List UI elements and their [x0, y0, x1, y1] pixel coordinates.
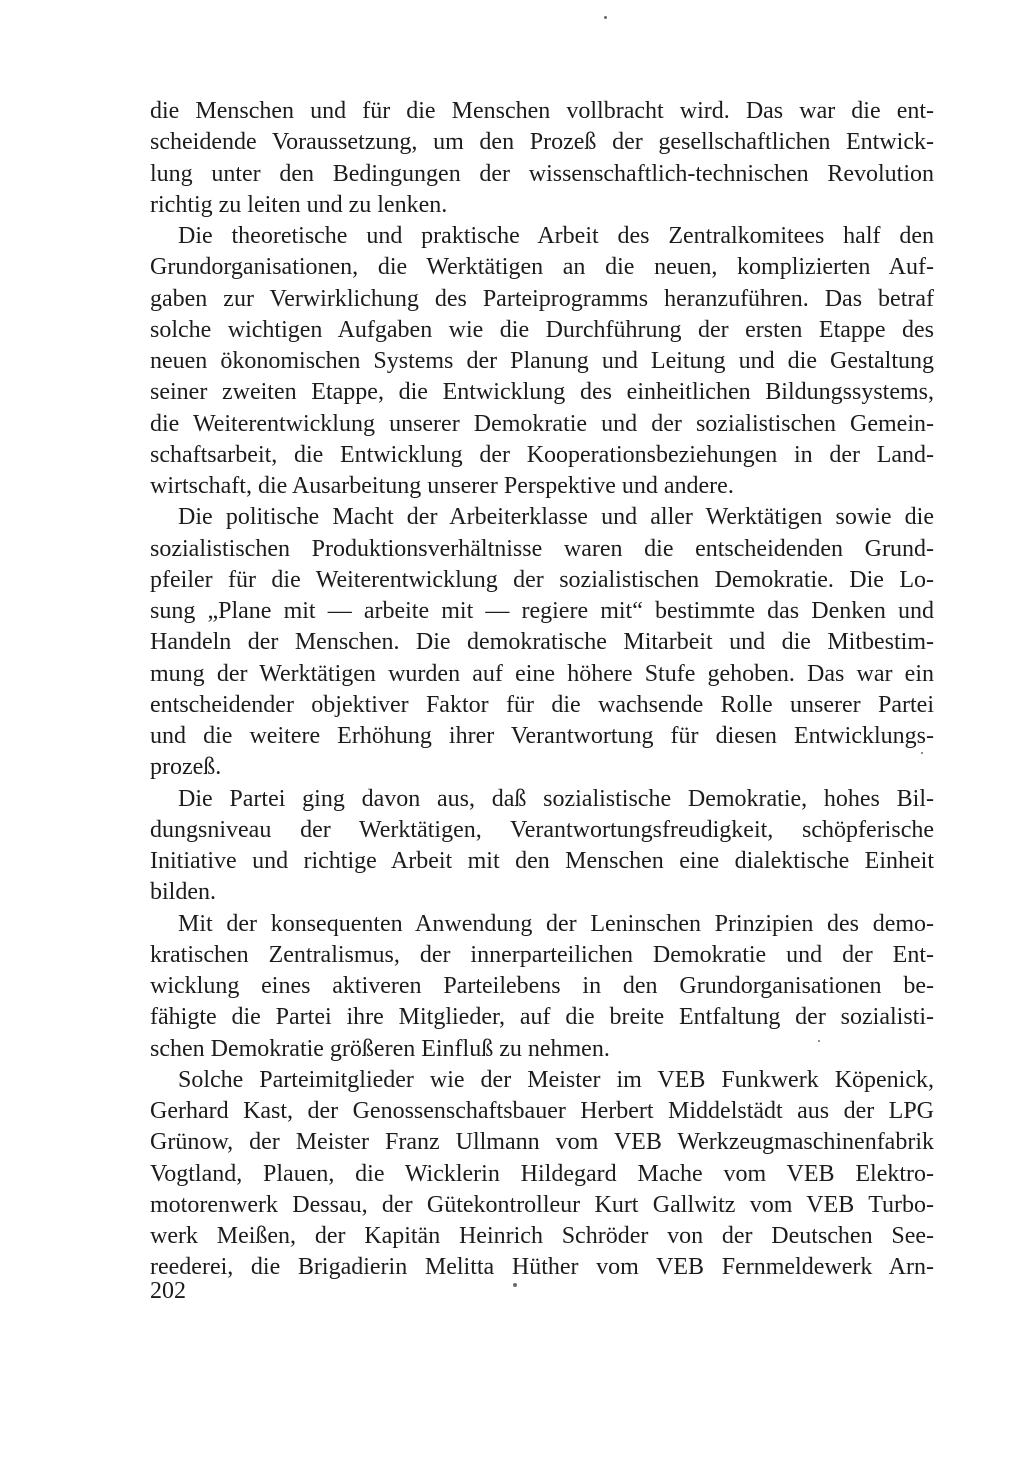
- paragraph: [150, 909, 934, 1065]
- paragraph: [150, 784, 934, 909]
- text-line: die Menschen und für die Menschen vollbracht wird. Das war die ent-: [150, 98, 934, 124]
- text-line: reederei, die Brigadierin Melitta Hüther vom VEB Fernmeldewerk Arn-: [150, 1254, 934, 1281]
- text-line: bilden.: [150, 879, 216, 906]
- body-text: [150, 96, 934, 1284]
- text-line: motorenwerk Dessau, der Gütekontrolleur Kurt Gallwitz vom VEB Turbo-: [150, 1191, 934, 1218]
- text-line: scheidende Voraussetzung, um den Prozeß der gesellschaftlichen Entwick-: [150, 129, 934, 156]
- text-line: Die theoretische und praktische Arbeit des Zentralkomitees half den: [178, 223, 934, 249]
- text-line: mung der Werktätigen wurden auf eine höhere Stufe gehoben. Das war ein: [150, 660, 934, 687]
- text-line: und die weitere Erhöhung ihrer Verantwortung für diesen Entwicklungs-: [150, 723, 934, 749]
- text-line: pfeiler für die Weiterentwicklung der sozialistischen Demokratie. Die Lo-: [150, 566, 934, 593]
- text-line: Grundorganisationen, die Werktätigen an die neuen, komplizierten Auf-: [150, 254, 934, 281]
- text-line: kratischen Zentralismus, der innerparteilichen Demokratie und der Ent-: [150, 941, 934, 968]
- text-line: Solche Parteimitglieder wie der Meister im VEB Funkwerk Köpenick,: [178, 1066, 934, 1093]
- text-line: solche wichtigen Aufgaben wie die Durchführung der ersten Etappe des: [150, 316, 934, 343]
- text-line: Handeln der Menschen. Die demokratische Mitarbeit und die Mitbestim-: [150, 629, 934, 656]
- text-line: entscheidender objektiver Faktor für die wachsende Rolle unserer Partei: [150, 691, 934, 718]
- text-line: seiner zweiten Etappe, die Entwicklung des einheitlichen Bildungssystems,: [150, 379, 934, 406]
- text-line: schen Demokratie größeren Einfluß zu nehmen.: [150, 1035, 610, 1062]
- text-line: lung unter den Bedingungen der wissenschaftlich-technischen Revolution: [150, 160, 934, 187]
- text-line: Die Partei ging davon aus, daß sozialistische Demokratie, hohes Bil-: [178, 785, 934, 812]
- text-line: Vogtland, Plauen, die Wicklerin Hildegard Mache vom VEB Elektro-: [150, 1160, 934, 1187]
- text-line: sozialistischen Produktionsverhältnisse waren die entscheidenden Grund-: [150, 535, 934, 562]
- text-line: dungsniveau der Werktätigen, Verantwortungsfreudigkeit, schöpferische: [150, 816, 934, 843]
- paragraph: [150, 96, 934, 221]
- paragraph: [150, 221, 934, 502]
- text-line: neuen ökonomischen Systems der Planung und Leitung und die Gestaltung: [150, 348, 934, 374]
- text-line: gaben zur Verwirklichung des Parteiprogramms heranzuführen. Das betraf: [150, 285, 934, 312]
- text-line: wicklung eines aktiveren Parteilebens in den Grundorganisationen be-: [150, 973, 934, 999]
- text-line: wirtschaft, die Ausarbeitung unserer Perspektive und andere.: [150, 473, 734, 499]
- scan-speck: [921, 752, 923, 754]
- scan-speck: [604, 16, 607, 19]
- scan-speck: [818, 1040, 820, 1042]
- text-line: Grünow, der Meister Franz Ullmann vom VEB Werkzeugmaschinenfabrik: [150, 1129, 934, 1156]
- text-line: Initiative und richtige Arbeit mit den Menschen eine dialektische Einheit: [150, 848, 934, 874]
- text-line: fähigte die Partei ihre Mitglieder, auf die breite Entfaltung der sozialisti-: [150, 1004, 934, 1031]
- text-line: sung „Plane mit — arbeite mit — regiere mit“ bestimmte das Denken und: [150, 598, 934, 624]
- paragraph: [150, 502, 934, 783]
- scan-speck: [513, 1283, 517, 1287]
- text-line: werk Meißen, der Kapitän Heinrich Schröder von der Deutschen See-: [150, 1223, 934, 1249]
- page-number: 202: [150, 1278, 186, 1304]
- text-line: richtig zu leiten und zu lenken.: [150, 191, 448, 218]
- text-line: Mit der konsequenten Anwendung der Leninschen Prinzipien des demo-: [178, 910, 934, 937]
- text-line: Gerhard Kast, der Genossenschaftsbauer Herbert Middelstädt aus der LPG: [150, 1098, 934, 1124]
- text-line: die Weiterentwicklung unserer Demokratie und der sozialistischen Gemein-: [150, 410, 934, 437]
- paragraph: [150, 1065, 934, 1284]
- text-line: schaftsarbeit, die Entwicklung der Kooperationsbeziehungen in der Land-: [150, 441, 934, 468]
- text-line: prozeß.: [150, 754, 222, 781]
- text-line: Die politische Macht der Arbeiterklasse und aller Werktätigen sowie die: [178, 504, 934, 531]
